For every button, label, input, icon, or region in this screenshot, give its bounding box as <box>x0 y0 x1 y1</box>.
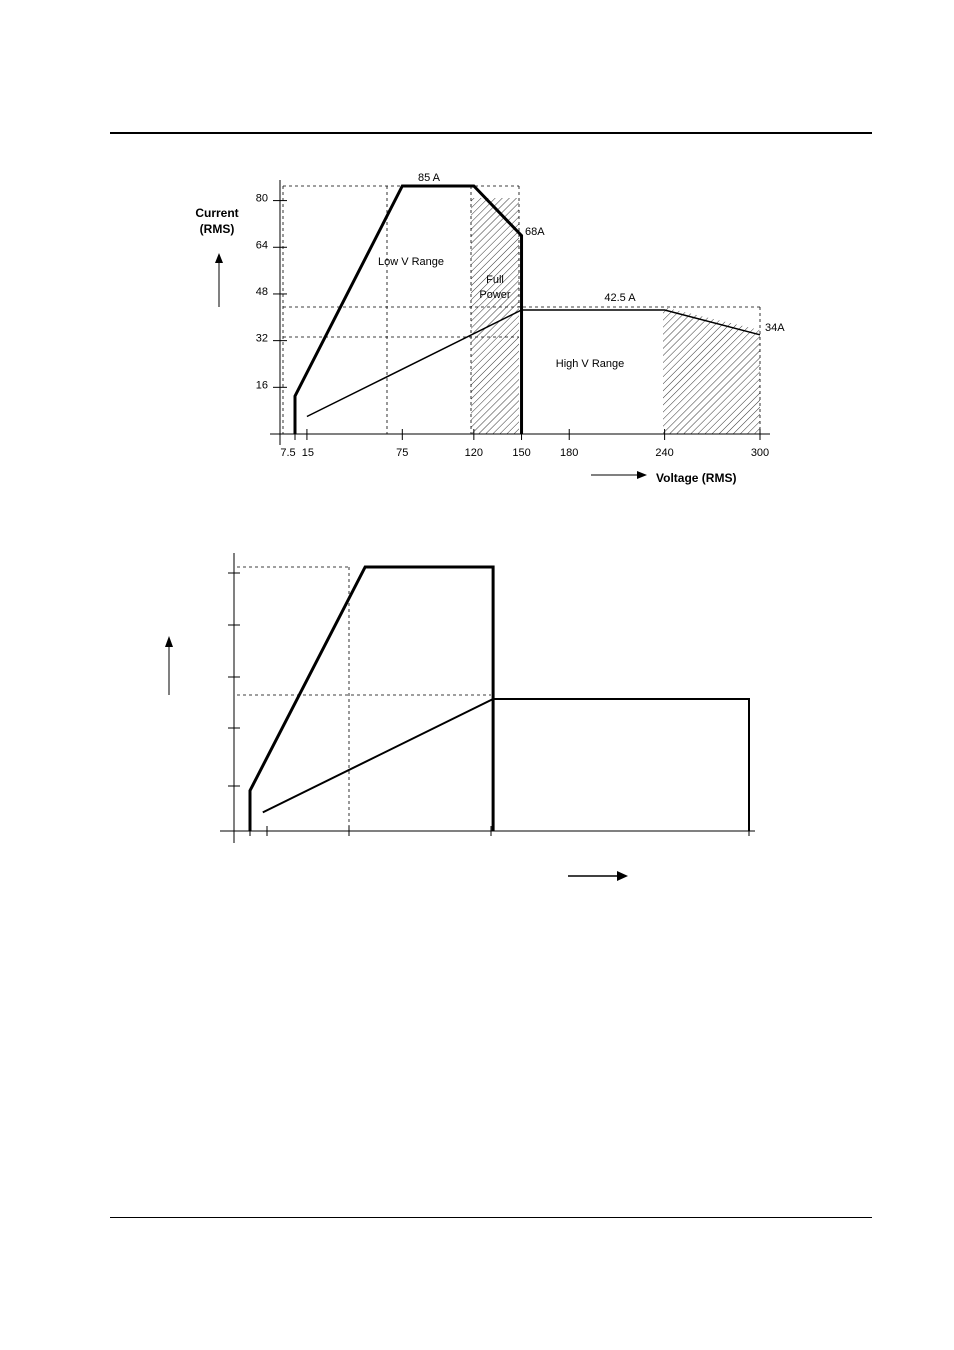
low-range-series-2 <box>250 567 493 831</box>
x-tick-label-0: 7.5 <box>280 447 296 459</box>
x-tick-label-1: 15 <box>301 447 315 459</box>
x-tick-label-2: 75 <box>396 447 409 459</box>
y-axis-title-line1: Current <box>195 206 239 220</box>
current-voltage-chart-1 <box>195 172 785 485</box>
y-axis-arrow-2 <box>165 636 173 695</box>
x-tick-label-7: 300 <box>750 447 770 459</box>
high-range-label: High V Range <box>555 358 625 370</box>
y-tick-label-3: 64 <box>255 239 268 252</box>
low-range-label: Low V Range <box>377 256 445 268</box>
x-axis-arrow-2 <box>568 871 628 881</box>
y-tick-label-4: 80 <box>255 192 268 205</box>
x-tick-label-4: 150 <box>512 447 531 459</box>
footer-rule <box>110 1217 872 1218</box>
x-tick-label-3: 120 <box>464 447 484 459</box>
current-voltage-chart-2 <box>165 553 755 881</box>
peak-high-label: 42.5 A <box>604 292 636 304</box>
y-tick-label-0: 16 <box>255 379 268 392</box>
y-tick-label-2: 48 <box>255 285 268 298</box>
full-power-label-line2: Power <box>479 289 511 301</box>
x-tick-label-5: 180 <box>560 447 579 459</box>
end-low-label: 68A <box>525 226 545 238</box>
x-tick-label-6: 240 <box>655 447 674 459</box>
full-power-hatch <box>471 198 519 434</box>
x-axis-arrow <box>591 471 647 479</box>
reference-dashes-2 <box>237 567 491 831</box>
peak-low-label: 85 A <box>417 172 441 184</box>
end-high-label: 34A <box>765 322 785 334</box>
x-axis-title: Voltage (RMS) <box>656 471 737 485</box>
full-power-label-line1: Full <box>486 274 504 286</box>
y-tick-label-1: 32 <box>255 332 268 345</box>
high-range-derate-hatch <box>663 307 760 434</box>
y-axis-arrow <box>215 253 223 307</box>
y-axis-title-line2: (RMS) <box>199 222 235 236</box>
high-range-series-2 <box>263 699 749 831</box>
